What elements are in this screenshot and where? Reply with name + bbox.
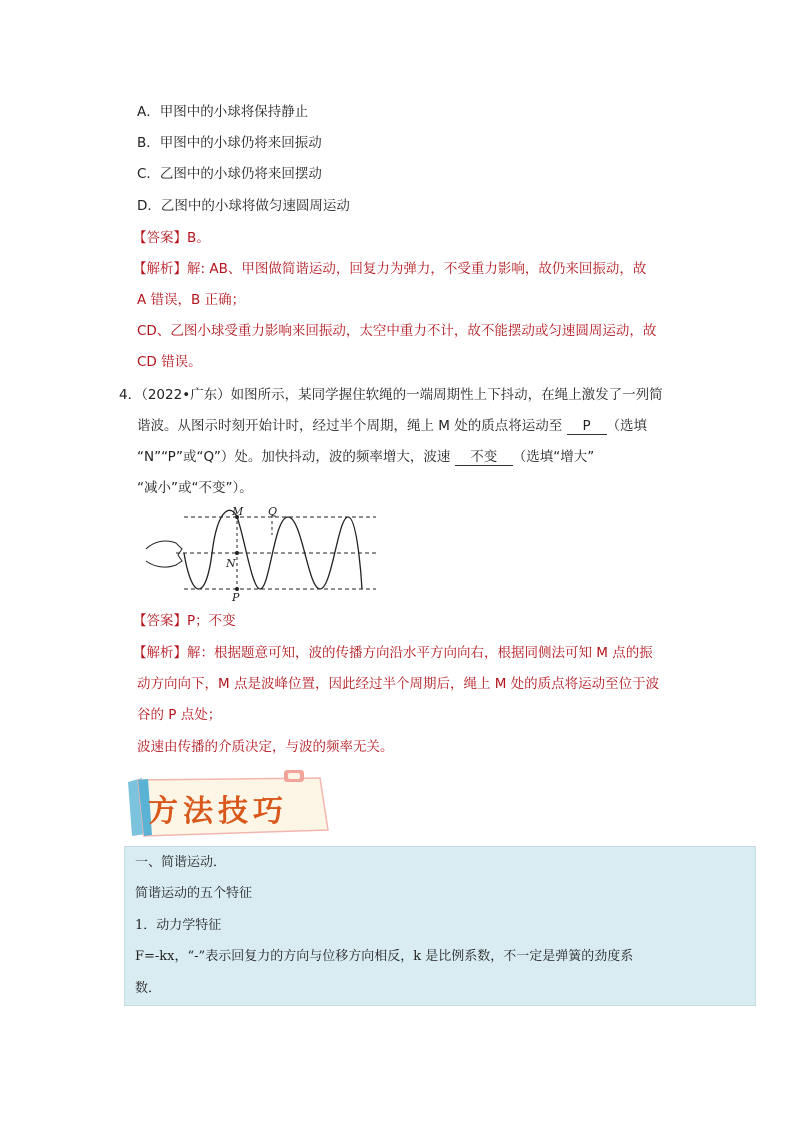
label-n: N (226, 557, 236, 570)
answer-blank-2: 不变 (455, 449, 513, 466)
q3-analysis-line2: A 错误，B 正确； (137, 292, 246, 308)
wave-figure (140, 505, 380, 601)
banner-clip-inner (288, 773, 300, 779)
label-p: P (232, 591, 240, 601)
label-q: Q (268, 505, 278, 518)
analysis-tag: 【解析】 (133, 261, 187, 277)
q3-analysis-line1 (133, 259, 646, 279)
question-text: “N”“P”或“Q”）处。加快抖动，波的频率增大，波速 (137, 449, 451, 465)
banner-title: 方法技巧 (148, 794, 288, 829)
answer-tag: 【答案】 (133, 613, 187, 629)
q3-answer (133, 228, 210, 248)
q4-line3 (137, 447, 594, 467)
question-text: （2022•广东）如图所示，某同学握住软绳的一端周期性上下抖动，在绳上激发了一列简 (141, 387, 663, 403)
option-b: B．甲图中的小球仍将来回振动 (137, 135, 322, 151)
answer-tag: 【答案】 (133, 230, 187, 246)
question-text: （选填“增大” (512, 449, 595, 465)
answer-text: B。 (187, 230, 210, 246)
analysis-tag: 【解析】 (133, 645, 187, 661)
method-line2: 简谐运动的五个特征 (135, 886, 253, 901)
question-text: 谐波。从图示时刻开始计时，经过半个周期，绳上 M 处的质点将运动至 (137, 418, 563, 434)
q4-analysis-line4: 波速由传播的介质决定，与波的频率无关。 (137, 739, 394, 755)
method-line5: 数． (135, 981, 162, 996)
method-line4: F=-kx，“-”表示回复力的方向与位移方向相反，k 是比例系数，不一定是弹簧的劲度系 (135, 949, 634, 964)
q4-analysis-line3: 谷的 P 点处； (137, 707, 222, 723)
answer-blank-1: P (567, 418, 607, 435)
analysis-text: 解: AB、甲图做简谐运动，回复力为弹力，不受重力影响，故仍来回振动，故 (187, 261, 647, 277)
q3-analysis-line3: CD、乙图小球受重力影响来回振动，太空中重力不计，故不能摆动或匀速圆周运动，故 (137, 323, 657, 339)
analysis-text: 解：根据题意可知，波的传播方向沿水平方向向右，根据同侧法可知 M 点的振 (187, 645, 653, 661)
answer-text: P；不变 (187, 613, 236, 629)
q4-analysis-line1 (133, 643, 653, 663)
q4-line1 (119, 385, 663, 405)
wave-curve (184, 510, 362, 589)
q4-analysis-line2: 动方向向下，M 点是波峰位置，因此经过半个周期后，绳上 M 处的质点将运动至位于波 (137, 676, 660, 692)
q3-analysis-line4: CD 错误。 (137, 354, 202, 370)
question-text: （选填 (606, 418, 648, 434)
option-d: D．乙图中的小球将做匀速圆周运动 (137, 198, 350, 214)
option-c: C．乙图中的小球仍将来回摆动 (137, 166, 322, 182)
option-a: A．甲图中的小球将保持静止 (137, 104, 309, 120)
method-line1: 一、简谐运动． (135, 855, 227, 870)
q4-line4: “减小”或“不变”）。 (137, 480, 253, 496)
q4-line2 (137, 416, 647, 436)
label-m: M (232, 505, 244, 518)
hand-outline (146, 541, 182, 567)
point-n (235, 551, 239, 555)
question-number: 4． (119, 387, 142, 403)
q4-answer (133, 611, 236, 631)
method-line3: 1．动力学特征 (135, 918, 222, 933)
